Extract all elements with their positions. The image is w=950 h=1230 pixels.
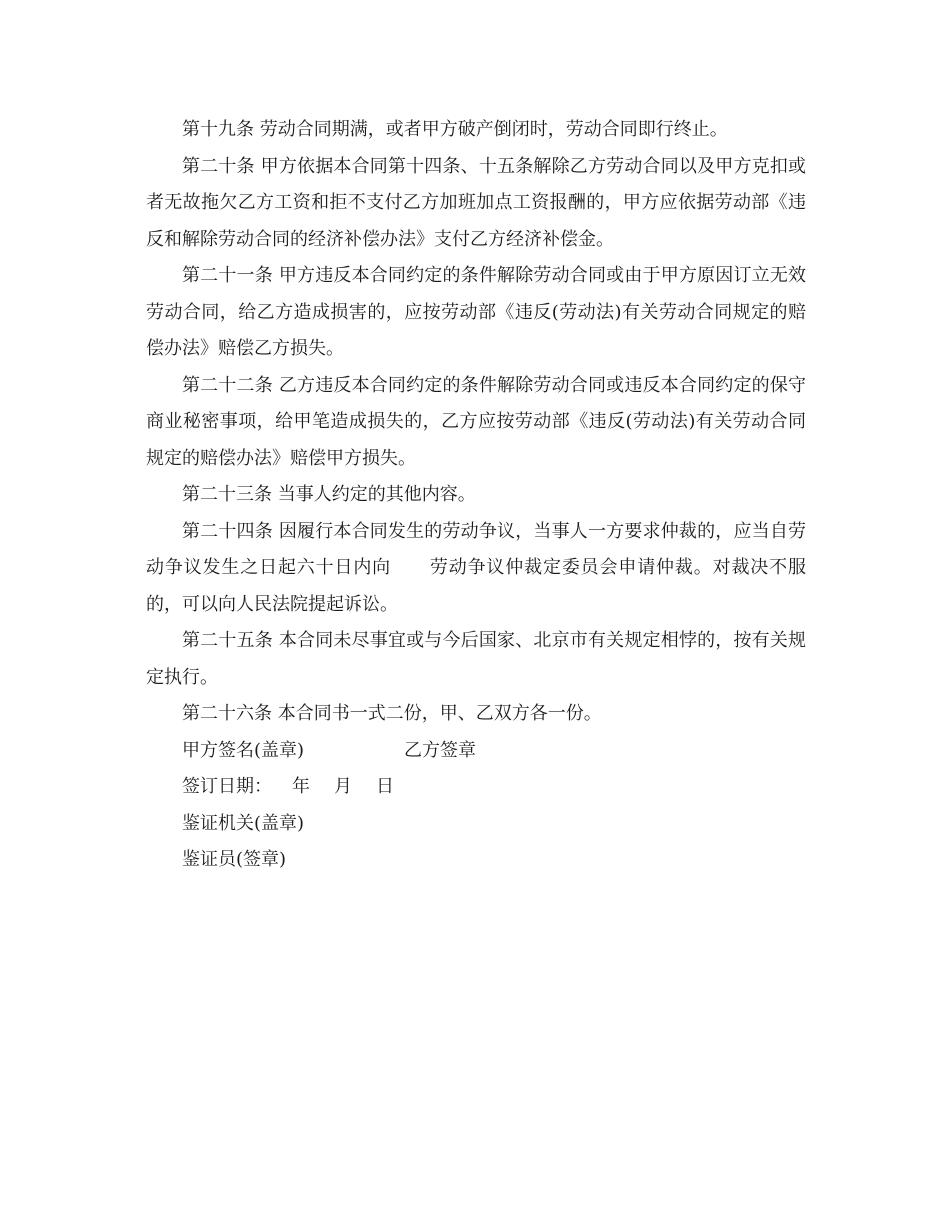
month-label: 月 [334,776,352,797]
article-24 [146,514,806,624]
signature-line-parties [146,733,806,770]
article-19: 第十九条 劳动合同期满，或者甲方破产倒闭时，劳动合同即行终止。 [182,119,728,140]
article-24-part-1: 第二十四条 因履行本合同发生的劳动争议，当事人一方要求仲裁的，应当自劳动争议发生之日起六十日内向 [146,520,806,578]
article-25: 第二十五条 本合同未尽事宜或与今后国家、北京市有关规定相悖的，按有关规定执行。 [146,630,806,688]
authority-seal-line: 鉴证机关(盖章) [182,812,305,834]
article-20: 第二十条 甲方依据本合同第十四条、十五条解除乙方劳动合同以及甲方克扣或者无故拖欠乙方工资和拒不支付乙方加班加点工资报酬的，甲方应依据劳动部《违反和解除劳动合同的经济补偿办法》支付乙方经济补偿金。 [146,155,806,250]
contract-body [146,112,806,879]
party-b-signature-label: 乙方签章 [404,739,477,761]
day-label: 日 [376,776,394,797]
article-21: 第二十一条 甲方违反本合同约定的条件解除劳动合同或由于甲方原因订立无效劳动合同，给乙方造成损害的，应按劳动部《违反(劳动法)有关劳动合同规定的赔偿办法》赔偿乙方损失。 [146,265,806,359]
party-a-signature-label: 甲方签名(盖章) [182,739,305,761]
officer-signature-line: 鉴证员(签章) [182,849,287,870]
signing-date-line [146,769,806,806]
article-22: 第二十二条 乙方违反本合同约定的条件解除劳动合同或违反本合同约定的保守商业秘密事项，给甲笔造成损失的，乙方应按劳动部《违反(劳动法)有关劳动合同规定的赔偿办法》赔偿甲方损失。 [146,374,806,469]
article-24-part-2: 劳动争议仲裁定委员会申请仲裁。对裁决不服的，可以向人民法院提起诉讼。 [146,557,806,615]
year-label: 年 [292,776,310,797]
signing-date-label: 签订日期： [182,776,272,797]
article-26: 第二十六条 本合同书一式二份，甲、乙双方各一份。 [182,703,602,724]
article-23: 第二十三条 当事人约定的其他内容。 [182,484,476,505]
